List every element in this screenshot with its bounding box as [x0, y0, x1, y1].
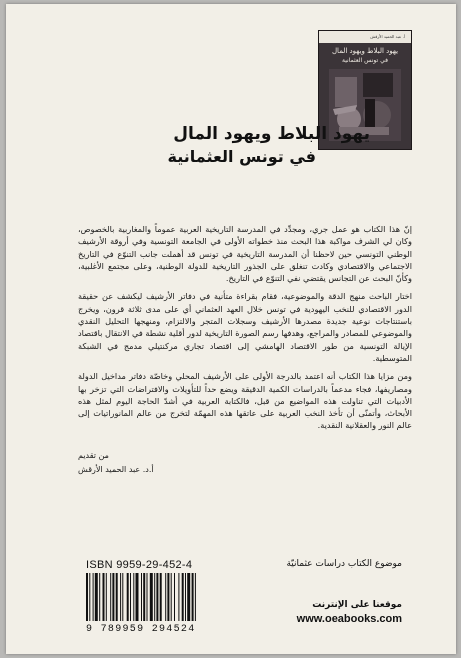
barcode-bar: [122, 573, 123, 621]
barcode-bar: [136, 573, 139, 621]
barcode-bar: [112, 573, 114, 621]
barcode-bar: [185, 573, 186, 621]
book-back-cover: [6, 4, 456, 654]
barcode-bar: [143, 573, 145, 621]
barcode-bar: [182, 573, 184, 621]
thumbnail-subtitle: في تونس العثمانية: [342, 57, 388, 64]
barcode: [86, 573, 232, 621]
barcode-bar: [174, 573, 175, 621]
barcode-bar: [89, 573, 90, 621]
barcode-bar: [99, 573, 100, 621]
book-subject: موضوع الكتاب دراسات عثمانيّة: [286, 559, 402, 569]
barcode-bar: [103, 573, 105, 621]
barcode-bar: [156, 573, 158, 621]
barcode-bar: [160, 573, 162, 621]
barcode-bar: [93, 573, 94, 621]
thumbnail-author-strip: أ. عبد الحميد الأرقش: [319, 31, 411, 43]
blurb-paragraph: اختار الباحث منهج الدقة والموضوعية، فقام بقراءة متأنية في دفاتر الأرشيف ليكشف عن حقيقة الدور الاقتصادي للنخب اليهودية في تونس خلال العهد العثماني أي على مدى ثلاثة قرون، ويخرج باستنتاجات نوعية جديدة مصدرها الأرشيف وسجلات المتجر والالتزام، ومنهجها التحليل النقدي والموضوعي للمصادر والمراجع، وهدفها رسم الصورة التاريخية لدور أقلية نشطة في الانتقال باقتصاد الإيالة التونسية من طور الاقتصاد الهامشي إلى اقتصاد تجاري مركنتيلي مدمج في الشبكة المتوسطية.: [78, 291, 412, 363]
blurb-text: [78, 223, 412, 438]
book-title: يهود البلاط ويهود المال: [173, 124, 370, 144]
foreword-author: أ.د. عبد الحميد الأرقش: [78, 465, 154, 474]
barcode-bar: [127, 573, 129, 621]
barcode-bar: [178, 573, 179, 621]
barcode-bar: [150, 573, 153, 621]
barcode-bar: [133, 573, 134, 621]
thumbnail-title: يهود البلاط ويهود المال: [331, 47, 399, 55]
barcode-bar: [192, 573, 194, 621]
book-subtitle: في تونس العثمانية: [167, 147, 316, 166]
barcode-bar: [95, 573, 98, 621]
barcode-bar: [154, 573, 155, 621]
blurb-paragraph: ومن مزايا هذا الكتاب أنه اعتمد بالدرجة الأولى على الأرشيف المحلي وخاصّة دفاتر مداخيل الدولة ومصاريفها، فجاء مدعماً بالدراسات الكمية الدقيقة ويضع حداً للتأويلات والافتراضات التي تزخر بها الأدبيات التي تناولت هذه المواضيع من قبل، فالكتابة العربية في أشدّ الحاجة اليوم لمثل هذه الأبحاث، وأتمنّى أن تأخذ النخب العربية على عاتقها هذه المهمّة لتخرج من عالم المانوراتيات إلى عالم النور والعقلانية النقدية.: [78, 371, 412, 431]
foreword-label: من تقديم: [78, 451, 109, 460]
blurb-paragraph: إنّ هذا الكتاب هو عمل جري، ومجدِّد في المدرسة التاريخية العربية عموماً والمغاربية بالخصوص، وكان لي الشرف مواكبة هذا البحث منذ خطواته الأولى في الجامعة التونسية وفي أروقة الأرشيف الوطني التونسي حين لاحظنا أن المدرسة التاريخية في تونس قد أهملت جانب التنوّع في التاريخ الاجتماعي والاقتصادي وكادت تنغلق على الجذور التاريخية للدولة الوطنية، وعلى مجتمع الأغلبية، وكأنّ البحث عن التجانس يقتضي نفي التنوّع في التاريخ.: [78, 224, 412, 284]
barcode-bar: [141, 573, 142, 621]
barcode-bar: [116, 573, 118, 621]
barcode-bar: [86, 573, 88, 621]
barcode-bar: [120, 573, 121, 621]
website-label: موقعنا على الإنترنت: [312, 600, 402, 610]
website-link[interactable]: www.oeabooks.com: [296, 613, 402, 625]
barcode-bar: [110, 573, 111, 621]
barcode-bar: [167, 573, 169, 621]
barcode-bar: [147, 573, 148, 621]
barcode-bar: [106, 573, 107, 621]
barcode-number: 9 789959 294524: [86, 624, 196, 635]
barcode-bar: [187, 573, 190, 621]
barcode-bar: [195, 573, 196, 621]
barcode-bar: [130, 573, 131, 621]
barcode-bar: [171, 573, 172, 621]
isbn-text: ISBN 9959-29-452-4: [86, 559, 193, 571]
barcode-bar: [165, 573, 166, 621]
